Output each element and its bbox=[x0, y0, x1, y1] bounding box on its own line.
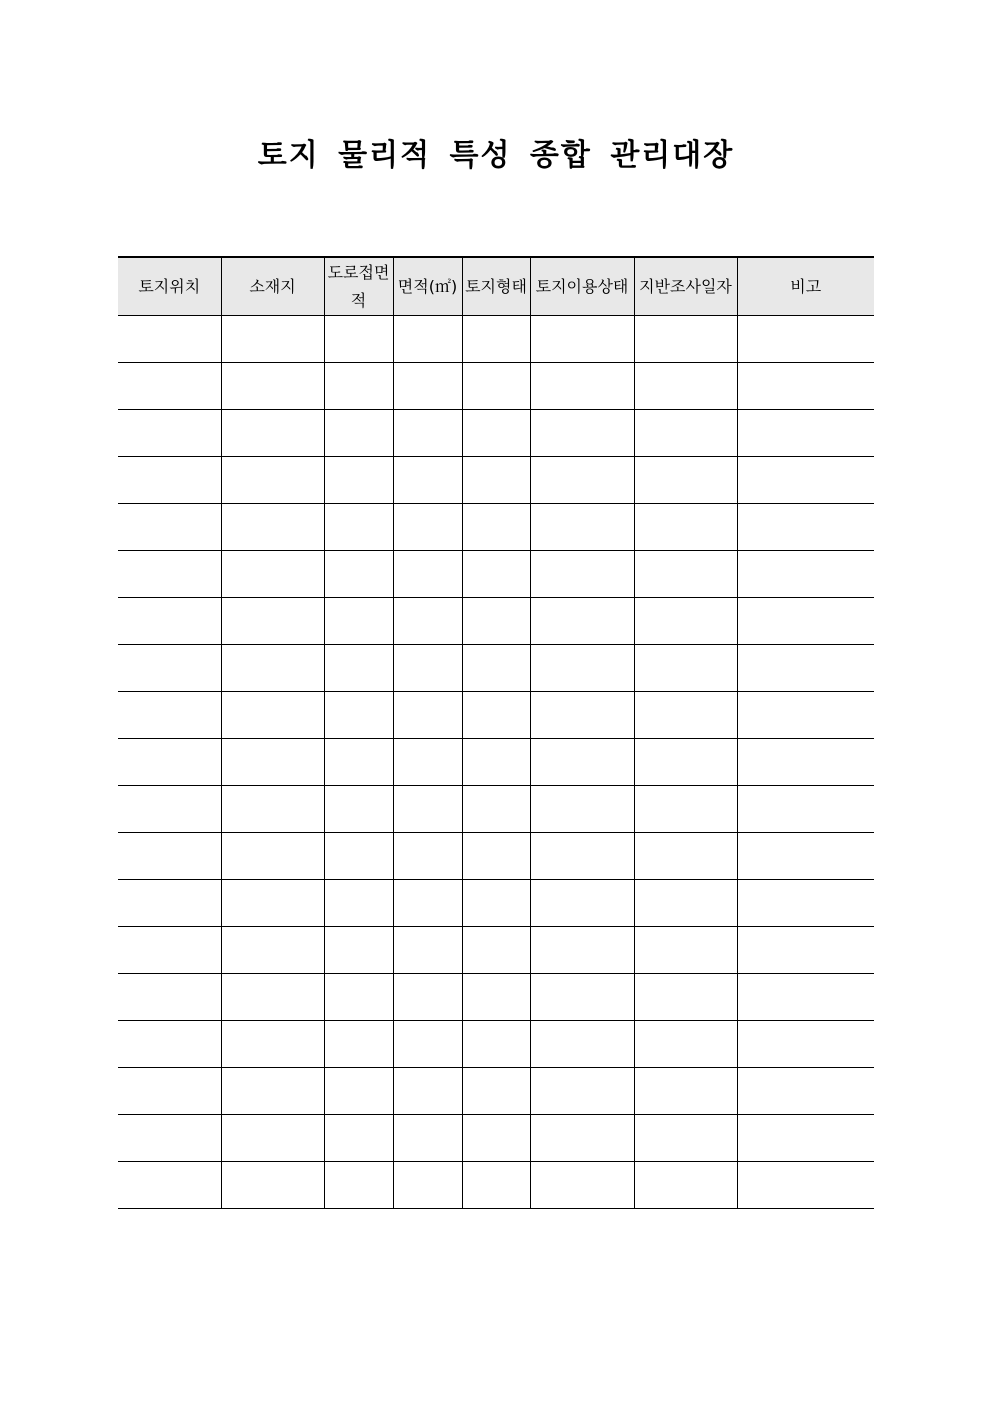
table-cell[interactable] bbox=[737, 1162, 874, 1209]
table-cell[interactable] bbox=[462, 598, 530, 645]
table-cell[interactable] bbox=[530, 598, 634, 645]
header-remarks: 비고 bbox=[737, 257, 874, 316]
table-row bbox=[118, 974, 874, 1021]
table-cell[interactable] bbox=[737, 551, 874, 598]
table-cell[interactable] bbox=[118, 692, 221, 739]
table-cell[interactable] bbox=[221, 410, 324, 457]
table-cell[interactable] bbox=[530, 410, 634, 457]
table-cell[interactable] bbox=[737, 880, 874, 927]
table-cell[interactable] bbox=[118, 927, 221, 974]
table-cell[interactable] bbox=[530, 880, 634, 927]
table-cell[interactable] bbox=[118, 786, 221, 833]
table-cell[interactable] bbox=[737, 410, 874, 457]
page-title: 토지 물리적 특성 종합 관리대장 bbox=[257, 138, 735, 173]
table-cell[interactable] bbox=[393, 927, 462, 974]
header-area: 면적(㎡) bbox=[393, 257, 462, 316]
table-cell[interactable] bbox=[118, 880, 221, 927]
table-cell[interactable] bbox=[324, 833, 393, 880]
table-cell[interactable] bbox=[634, 551, 737, 598]
table-cell[interactable] bbox=[118, 833, 221, 880]
table-row bbox=[118, 598, 874, 645]
table-cell[interactable] bbox=[393, 692, 462, 739]
table-cell[interactable] bbox=[324, 363, 393, 410]
table-cell[interactable] bbox=[634, 457, 737, 504]
table-cell[interactable] bbox=[221, 457, 324, 504]
table-cell[interactable] bbox=[324, 927, 393, 974]
table-cell[interactable] bbox=[118, 457, 221, 504]
table-cell[interactable] bbox=[221, 692, 324, 739]
table-cell[interactable] bbox=[737, 786, 874, 833]
table-cell[interactable] bbox=[118, 645, 221, 692]
table-cell[interactable] bbox=[324, 1115, 393, 1162]
table-cell[interactable] bbox=[530, 1115, 634, 1162]
table-cell[interactable] bbox=[118, 551, 221, 598]
table-cell[interactable] bbox=[221, 786, 324, 833]
table-cell[interactable] bbox=[737, 363, 874, 410]
table-cell[interactable] bbox=[324, 974, 393, 1021]
table-cell[interactable] bbox=[634, 645, 737, 692]
table-row bbox=[118, 316, 874, 363]
table-cell[interactable] bbox=[221, 551, 324, 598]
table-cell[interactable] bbox=[221, 974, 324, 1021]
table-cell[interactable] bbox=[221, 927, 324, 974]
table-cell[interactable] bbox=[221, 833, 324, 880]
table-cell[interactable] bbox=[118, 1115, 221, 1162]
land-ledger-table bbox=[118, 256, 874, 1209]
table-cell[interactable] bbox=[324, 316, 393, 363]
table-cell[interactable] bbox=[118, 974, 221, 1021]
table-cell[interactable] bbox=[118, 316, 221, 363]
table-cell[interactable] bbox=[462, 1021, 530, 1068]
table-cell[interactable] bbox=[737, 1068, 874, 1115]
table-cell[interactable] bbox=[530, 457, 634, 504]
table-cell[interactable] bbox=[530, 927, 634, 974]
table-cell[interactable] bbox=[118, 363, 221, 410]
table-cell[interactable] bbox=[462, 457, 530, 504]
table-cell[interactable] bbox=[393, 1162, 462, 1209]
table-cell[interactable] bbox=[530, 833, 634, 880]
table-cell[interactable] bbox=[530, 645, 634, 692]
table-cell[interactable] bbox=[393, 363, 462, 410]
table-cell[interactable] bbox=[634, 1162, 737, 1209]
table-cell[interactable] bbox=[737, 739, 874, 786]
table-cell[interactable] bbox=[530, 551, 634, 598]
table-row bbox=[118, 645, 874, 692]
table-row bbox=[118, 833, 874, 880]
table-cell[interactable] bbox=[393, 739, 462, 786]
table-cell[interactable] bbox=[737, 1021, 874, 1068]
table-cell[interactable] bbox=[634, 974, 737, 1021]
table-cell[interactable] bbox=[221, 1162, 324, 1209]
table-cell[interactable] bbox=[118, 1162, 221, 1209]
table-row bbox=[118, 1021, 874, 1068]
table-cell[interactable] bbox=[530, 692, 634, 739]
table-cell[interactable] bbox=[221, 1021, 324, 1068]
table-cell[interactable] bbox=[324, 410, 393, 457]
header-land-location: 토지위치 bbox=[118, 257, 221, 316]
table-cell[interactable] bbox=[462, 645, 530, 692]
table-row bbox=[118, 739, 874, 786]
table-cell[interactable] bbox=[634, 363, 737, 410]
header-land-shape: 토지형태 bbox=[462, 257, 530, 316]
table-body bbox=[118, 316, 874, 1209]
table-cell[interactable] bbox=[393, 410, 462, 457]
table-cell[interactable] bbox=[118, 504, 221, 551]
table-row bbox=[118, 457, 874, 504]
table-cell[interactable] bbox=[530, 316, 634, 363]
table-cell[interactable] bbox=[634, 504, 737, 551]
table-cell[interactable] bbox=[462, 833, 530, 880]
table-cell[interactable] bbox=[221, 598, 324, 645]
table-cell[interactable] bbox=[221, 1068, 324, 1115]
table-cell[interactable] bbox=[393, 786, 462, 833]
table-cell[interactable] bbox=[634, 1021, 737, 1068]
table-cell[interactable] bbox=[393, 974, 462, 1021]
table-cell[interactable] bbox=[393, 457, 462, 504]
table-cell[interactable] bbox=[634, 833, 737, 880]
table-cell[interactable] bbox=[118, 739, 221, 786]
table-cell[interactable] bbox=[462, 410, 530, 457]
table-cell[interactable] bbox=[634, 927, 737, 974]
table-cell[interactable] bbox=[737, 598, 874, 645]
table-cell[interactable] bbox=[634, 410, 737, 457]
table-cell[interactable] bbox=[530, 1162, 634, 1209]
table-cell[interactable] bbox=[324, 786, 393, 833]
table-cell[interactable] bbox=[221, 316, 324, 363]
table-cell[interactable] bbox=[737, 316, 874, 363]
table-cell[interactable] bbox=[393, 645, 462, 692]
table-cell[interactable] bbox=[324, 1162, 393, 1209]
table-cell[interactable] bbox=[530, 1068, 634, 1115]
table-cell[interactable] bbox=[221, 363, 324, 410]
table-cell[interactable] bbox=[118, 410, 221, 457]
table-cell[interactable] bbox=[462, 551, 530, 598]
table-cell[interactable] bbox=[634, 739, 737, 786]
table-cell[interactable] bbox=[462, 786, 530, 833]
table-cell[interactable] bbox=[634, 692, 737, 739]
table-cell[interactable] bbox=[118, 598, 221, 645]
table-cell[interactable] bbox=[462, 363, 530, 410]
table-cell[interactable] bbox=[530, 504, 634, 551]
table-cell[interactable] bbox=[393, 598, 462, 645]
table-row bbox=[118, 1162, 874, 1209]
table-cell[interactable] bbox=[737, 927, 874, 974]
table-row bbox=[118, 363, 874, 410]
table-cell[interactable] bbox=[324, 739, 393, 786]
table-cell[interactable] bbox=[462, 1115, 530, 1162]
table-cell[interactable] bbox=[462, 880, 530, 927]
table-cell[interactable] bbox=[530, 1021, 634, 1068]
table-cell[interactable] bbox=[530, 739, 634, 786]
table-cell[interactable] bbox=[634, 316, 737, 363]
table-cell[interactable] bbox=[462, 1068, 530, 1115]
table-cell[interactable] bbox=[737, 692, 874, 739]
table-cell[interactable] bbox=[393, 316, 462, 363]
table-cell[interactable] bbox=[737, 974, 874, 1021]
table-cell[interactable] bbox=[324, 598, 393, 645]
table-cell[interactable] bbox=[221, 1115, 324, 1162]
table-cell[interactable] bbox=[462, 504, 530, 551]
table-cell[interactable] bbox=[462, 927, 530, 974]
table-cell[interactable] bbox=[737, 457, 874, 504]
table-cell[interactable] bbox=[462, 739, 530, 786]
table-cell[interactable] bbox=[221, 645, 324, 692]
table-cell[interactable] bbox=[324, 551, 393, 598]
table-cell[interactable] bbox=[530, 786, 634, 833]
table-cell[interactable] bbox=[530, 974, 634, 1021]
table-cell[interactable] bbox=[324, 645, 393, 692]
table-row bbox=[118, 927, 874, 974]
table-cell[interactable] bbox=[737, 833, 874, 880]
table-cell[interactable] bbox=[737, 504, 874, 551]
table-cell[interactable] bbox=[462, 692, 530, 739]
table-row bbox=[118, 551, 874, 598]
table-cell[interactable] bbox=[324, 457, 393, 504]
table-row bbox=[118, 692, 874, 739]
table-row bbox=[118, 410, 874, 457]
table-cell[interactable] bbox=[634, 598, 737, 645]
table-cell[interactable] bbox=[221, 880, 324, 927]
table-cell[interactable] bbox=[393, 1021, 462, 1068]
header-road-frontage: 도로접면적 bbox=[324, 257, 393, 316]
table-cell[interactable] bbox=[118, 1021, 221, 1068]
table-cell[interactable] bbox=[221, 504, 324, 551]
table-cell[interactable] bbox=[634, 1068, 737, 1115]
table-row bbox=[118, 1068, 874, 1115]
table-cell[interactable] bbox=[462, 1162, 530, 1209]
table-cell[interactable] bbox=[393, 1115, 462, 1162]
table-cell[interactable] bbox=[393, 1068, 462, 1115]
table-cell[interactable] bbox=[324, 880, 393, 927]
table-cell[interactable] bbox=[393, 551, 462, 598]
table-cell[interactable] bbox=[634, 1115, 737, 1162]
table-cell[interactable] bbox=[462, 316, 530, 363]
table-cell[interactable] bbox=[393, 833, 462, 880]
table-cell[interactable] bbox=[118, 1068, 221, 1115]
table-row bbox=[118, 880, 874, 927]
header-land-use: 토지이용상태 bbox=[530, 257, 634, 316]
table-header-row bbox=[118, 257, 874, 316]
table-row bbox=[118, 786, 874, 833]
table-cell[interactable] bbox=[221, 739, 324, 786]
table-cell[interactable] bbox=[737, 1115, 874, 1162]
header-survey-date: 지반조사일자 bbox=[634, 257, 737, 316]
table-cell[interactable] bbox=[462, 974, 530, 1021]
table-cell[interactable] bbox=[393, 880, 462, 927]
table-cell[interactable] bbox=[737, 645, 874, 692]
table-cell[interactable] bbox=[324, 504, 393, 551]
table-cell[interactable] bbox=[324, 1021, 393, 1068]
table-cell[interactable] bbox=[634, 880, 737, 927]
header-address: 소재지 bbox=[221, 257, 324, 316]
table-cell[interactable] bbox=[324, 1068, 393, 1115]
table-row bbox=[118, 1115, 874, 1162]
table-cell[interactable] bbox=[634, 786, 737, 833]
table-cell[interactable] bbox=[530, 363, 634, 410]
table-cell[interactable] bbox=[393, 504, 462, 551]
table-row bbox=[118, 504, 874, 551]
table-cell[interactable] bbox=[324, 692, 393, 739]
